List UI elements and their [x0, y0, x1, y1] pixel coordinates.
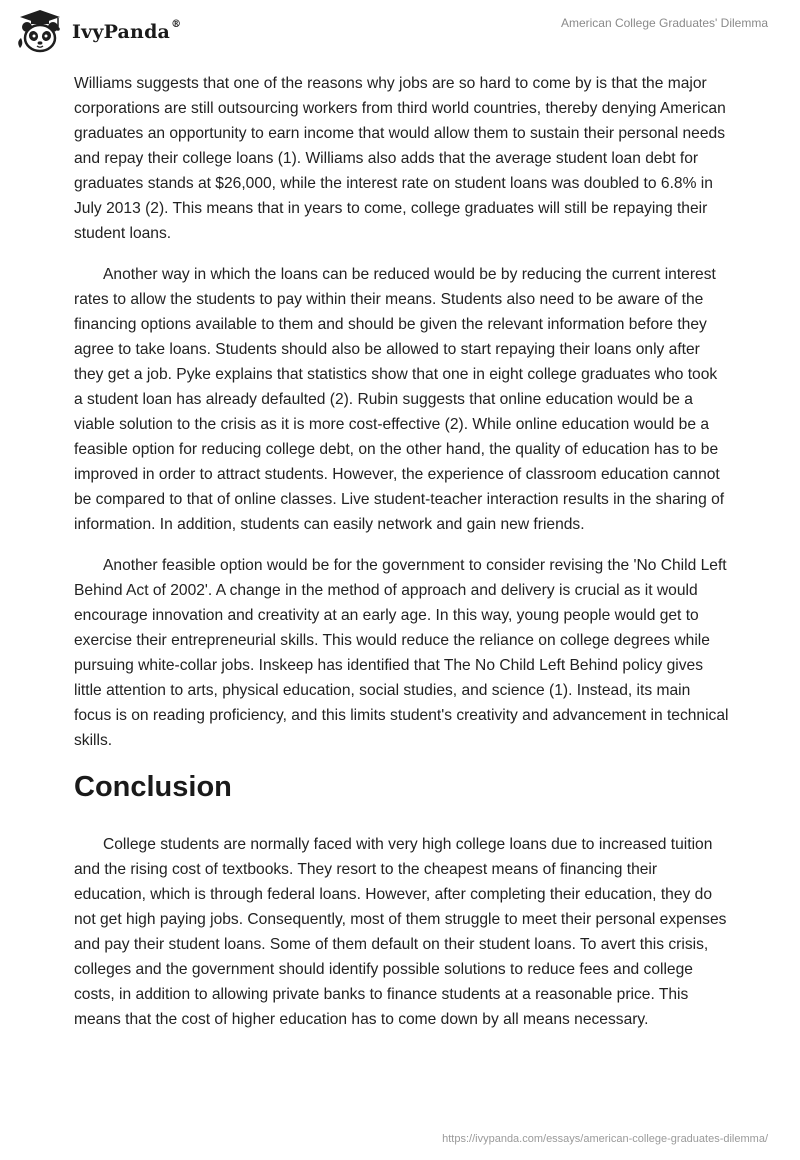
page-header: [0, 0, 800, 64]
source-url[interactable]: https://ivypanda.com/essays/american-college-graduates-dilemma/: [442, 1133, 768, 1145]
conclusion-paragraph: College students are normally faced with very high college loans due to increased tuition and the rising cost of textbooks. They resort to the cheapest means of financing their education, which is through federal loans. However, after completing their education, they do not get high paying jobs. Consequently, most of them struggle to meet their personal expenses and pay their student loans. Some of them default on their student loans. To avert this crisis, colleges and the government should identify possible solutions to reduce fees and college costs, in addition to allowing private banks to finance students at a reasonable price. This means that the cost of higher education has to come down by all means necessary.: [74, 836, 727, 1028]
body-paragraph: Williams suggests that one of the reasons why jobs are so hard to come by is that the major corporations are still outsourcing workers from third world countries, thereby denying American graduates an opportunity to earn income that would allow them to sustain their personal needs and repay their college loans (1). Williams also adds that the average student loan debt for graduates stands at $26,000, while the interest rate on student loans was doubled to 6.8% in July 2013 (2). This means that in years to come, college graduates will still be repaying their student loans.: [74, 75, 726, 242]
essay-body: [74, 71, 730, 1048]
document-title: American College Graduates' Dilemma: [560, 16, 768, 30]
panda-graduate-icon: [14, 8, 68, 56]
registered-mark: ®: [171, 19, 182, 30]
ivypanda-logo[interactable]: [14, 8, 181, 56]
brand-name: IvyPanda®: [72, 19, 182, 43]
body-paragraph: Another way in which the loans can be reduced would be by reducing the current interest rates to allow the students to pay within their means. Students also need to be aware of the financing options available to them and should be given the relevant information before they agree to take loans. Students should also be allowed to start repaying their loans only after they get a job. Pyke explains that statistics show that one in eight college graduates who took a student loan has already defaulted (2). Rubin suggests that online education would be a viable solution to the crisis as it is more cost-effective (2). While online education would be a feasible option for reducing college debt, on the other hand, the quality of education has to be improved in order to attract students. However, the experience of classroom education cannot be compared to that of online classes. Live student-teacher interaction results in the sharing of information. In addition, students can easily network and gain new friends.: [74, 266, 725, 533]
body-paragraph: Another feasible option would be for the government to consider revising the 'No Child Left Behind Act of 2002'. A change in the method of approach and delivery is crucial as it would encourage innovation and creativity at an early age. In this way, young people would get to exercise their entrepreneurial skills. This would reduce the reliance on college degrees while pursuing white-collar jobs. Inskeep has identified that The No Child Left Behind policy gives little attention to arts, physical education, social studies, and science (1). Instead, its main focus is on reading proficiency, and this limits student's creativity and advancement in technical skills.: [74, 557, 729, 749]
conclusion-heading: Conclusion: [74, 771, 232, 803]
